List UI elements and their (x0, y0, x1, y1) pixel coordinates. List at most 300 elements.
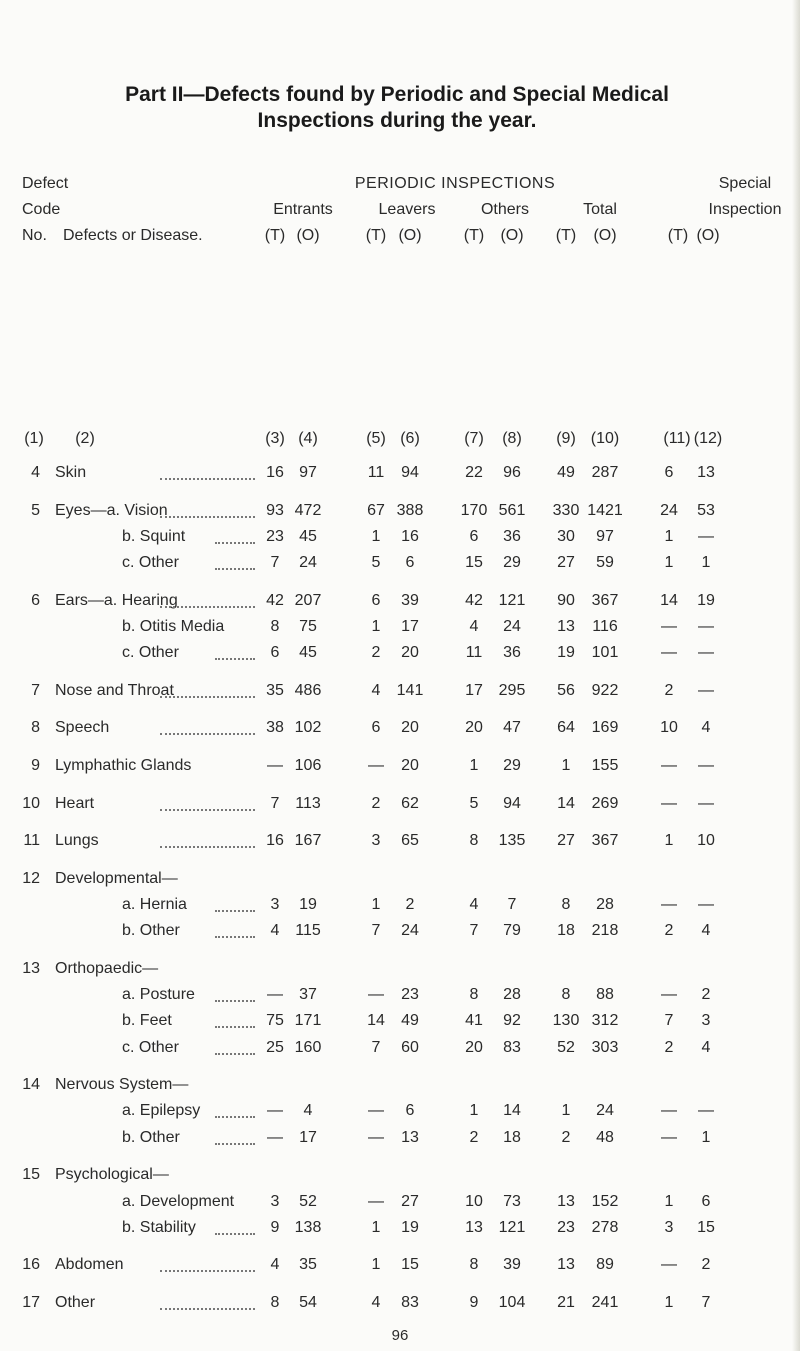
dot-leader (160, 1258, 255, 1272)
defect-name: c. Other (122, 1039, 179, 1056)
column-number-2: (2) (75, 430, 95, 447)
defect-code: 5 (31, 502, 40, 519)
header-total: Total (583, 201, 617, 218)
cell-col-9: 18 (557, 922, 575, 939)
header-sub-4: (T) (463, 227, 485, 244)
dot-leader (215, 1221, 255, 1235)
cell-col-6: 13 (401, 1129, 419, 1146)
defect-code: 6 (31, 592, 40, 609)
cell-col-5: — (368, 986, 384, 1003)
cell-col-10: 155 (591, 757, 619, 774)
cell-col-6: 62 (401, 795, 419, 812)
cell-col-3: 16 (266, 832, 284, 849)
cell-col-12: — (698, 896, 714, 913)
cell-col-6: 15 (401, 1256, 419, 1273)
defect-code: 13 (22, 960, 40, 977)
defect-name: Heart (55, 795, 95, 812)
cell-col-9: 52 (557, 1039, 575, 1056)
cell-col-4: 115 (295, 922, 321, 939)
cell-col-12: 4 (701, 1039, 711, 1056)
cell-col-8: 14 (503, 1102, 521, 1119)
cell-col-10: 152 (591, 1193, 619, 1210)
defect-name: Psychological— (55, 1166, 169, 1183)
cell-col-12: 2 (701, 1256, 711, 1273)
cell-col-7: 4 (469, 618, 479, 635)
cell-col-12: — (698, 795, 714, 812)
cell-col-8: 28 (503, 986, 521, 1003)
cell-col-3: 25 (266, 1039, 284, 1056)
cell-col-9: 21 (557, 1294, 575, 1311)
header-code: Code (22, 201, 61, 218)
cell-col-9: 13 (557, 1193, 575, 1210)
cell-col-4: 160 (294, 1039, 322, 1056)
cell-col-10: 97 (596, 528, 614, 545)
defect-code: 15 (22, 1166, 40, 1183)
cell-col-11: — (661, 1256, 677, 1273)
header-sub-5: (O) (500, 227, 524, 244)
cell-col-5: 1 (371, 896, 381, 913)
cell-col-7: 170 (460, 502, 488, 519)
cell-col-11: 6 (664, 464, 674, 481)
cell-col-3: — (267, 1129, 283, 1146)
defect-name: b. Squint (122, 528, 186, 545)
defect-code: 9 (31, 757, 40, 774)
cell-col-8: 561 (498, 502, 526, 519)
cell-col-5: 11 (367, 464, 385, 481)
header-leavers: Leavers (378, 201, 436, 218)
cell-col-7: 20 (465, 719, 483, 736)
cell-col-7: 4 (469, 896, 479, 913)
cell-col-4: 4 (303, 1102, 313, 1119)
cell-col-6: 27 (401, 1193, 419, 1210)
cell-col-3: 9 (270, 1219, 280, 1236)
dot-leader (160, 834, 255, 848)
defect-code: 4 (31, 464, 40, 481)
dot-leader (215, 1104, 255, 1118)
cell-col-11: 1 (664, 1193, 674, 1210)
cell-col-8: 104 (498, 1294, 526, 1311)
defect-name: a. Posture (122, 986, 195, 1003)
cell-col-12: 1 (701, 554, 711, 571)
cell-col-5: 1 (371, 1219, 381, 1236)
cell-col-8: 36 (503, 644, 521, 661)
cell-col-9: 1 (561, 1102, 571, 1119)
cell-col-7: 11 (465, 644, 483, 661)
cell-col-8: 29 (503, 757, 521, 774)
header-sub-1: (O) (296, 227, 320, 244)
cell-col-11: 1 (664, 832, 674, 849)
cell-col-3: 3 (270, 1193, 280, 1210)
cell-col-10: 169 (591, 719, 619, 736)
cell-col-10: 367 (591, 832, 619, 849)
cell-col-4: 37 (299, 986, 317, 1003)
cell-col-4: 138 (294, 1219, 322, 1236)
cell-col-5: 7 (371, 922, 381, 939)
cell-col-10: 303 (591, 1039, 619, 1056)
cell-col-7: 15 (465, 554, 483, 571)
cell-col-5: 3 (371, 832, 381, 849)
column-number-11: (11) (663, 430, 691, 447)
cell-col-12: 4 (701, 719, 711, 736)
defect-code: 8 (31, 719, 40, 736)
cell-col-9: 1 (561, 757, 571, 774)
cell-col-6: 20 (401, 719, 419, 736)
defect-name: c. Other (122, 554, 179, 571)
cell-col-11: — (661, 757, 677, 774)
cell-col-4: 52 (299, 1193, 317, 1210)
defect-name: Speech (55, 719, 110, 736)
cell-col-7: 42 (465, 592, 483, 609)
cell-col-3: 7 (270, 795, 280, 812)
cell-col-8: 18 (503, 1129, 521, 1146)
cell-col-10: 312 (591, 1012, 619, 1029)
header-defects-or-disease: Defects or Disease. (63, 227, 203, 244)
cell-col-5: 6 (371, 719, 381, 736)
cell-col-6: 17 (401, 618, 419, 635)
cell-col-6: 388 (396, 502, 424, 519)
cell-col-9: 23 (557, 1219, 575, 1236)
cell-col-4: 19 (299, 896, 317, 913)
defect-name: a. Epilepsy (122, 1102, 201, 1119)
dot-leader (215, 1131, 255, 1145)
cell-col-5: 6 (371, 592, 381, 609)
cell-col-4: 207 (294, 592, 322, 609)
cell-col-7: 9 (469, 1294, 479, 1311)
defect-name: Abdomen (55, 1256, 124, 1273)
header-no: No. (22, 227, 47, 244)
page-number: 96 (391, 1327, 409, 1344)
cell-col-11: 1 (664, 528, 674, 545)
cell-col-12: 13 (697, 464, 715, 481)
cell-col-8: 121 (498, 592, 526, 609)
cell-col-3: 35 (266, 682, 284, 699)
cell-col-6: 65 (401, 832, 419, 849)
cell-col-6: 20 (401, 644, 419, 661)
defect-name: c. Other (122, 644, 179, 661)
cell-col-8: 7 (507, 896, 517, 913)
cell-col-10: 24 (596, 1102, 614, 1119)
dot-leader (160, 1296, 255, 1310)
cell-col-9: 64 (557, 719, 575, 736)
cell-col-9: 13 (557, 618, 575, 635)
cell-col-9: 330 (552, 502, 580, 519)
column-number-1: (1) (24, 430, 44, 447)
cell-col-7: 8 (469, 986, 479, 1003)
cell-col-10: 367 (591, 592, 619, 609)
cell-col-8: 96 (503, 464, 521, 481)
cell-col-3: 23 (266, 528, 284, 545)
cell-col-4: 113 (295, 795, 321, 812)
defect-code: 10 (22, 795, 40, 812)
cell-col-3: 42 (266, 592, 284, 609)
cell-col-7: 10 (465, 1193, 483, 1210)
header-sub-6: (T) (555, 227, 577, 244)
cell-col-4: 106 (294, 757, 322, 774)
cell-col-10: 59 (596, 554, 614, 571)
cell-col-11: — (661, 795, 677, 812)
cell-col-12: 7 (701, 1294, 711, 1311)
cell-col-8: 47 (503, 719, 521, 736)
cell-col-5: 14 (367, 1012, 385, 1029)
header-inspection: Inspection (708, 201, 782, 218)
defect-code: 7 (31, 682, 40, 699)
cell-col-8: 83 (503, 1039, 521, 1056)
defect-name: a. Development (122, 1193, 235, 1210)
cell-col-3: 38 (266, 719, 284, 736)
cell-col-8: 29 (503, 554, 521, 571)
defect-name: Ears—a. Hearing (55, 592, 178, 609)
defect-code: 12 (22, 870, 40, 887)
cell-col-9: 56 (557, 682, 575, 699)
defect-code: 17 (22, 1294, 40, 1311)
defect-name: b. Stability (122, 1219, 196, 1236)
dot-leader (160, 594, 255, 608)
cell-col-5: — (368, 757, 384, 774)
cell-col-7: 20 (465, 1039, 483, 1056)
cell-col-3: — (267, 757, 283, 774)
cell-col-12: 10 (697, 832, 715, 849)
page-edge-shadow (792, 0, 800, 1351)
cell-col-7: 22 (465, 464, 483, 481)
dot-leader (160, 466, 255, 480)
dot-leader (160, 504, 255, 518)
defect-name: Skin (55, 464, 87, 481)
cell-col-8: 39 (503, 1256, 521, 1273)
cell-col-8: 135 (498, 832, 526, 849)
cell-col-3: — (267, 986, 283, 1003)
cell-col-4: 17 (299, 1129, 317, 1146)
cell-col-3: 8 (270, 1294, 280, 1311)
cell-col-4: 75 (299, 618, 317, 635)
header-defect: Defect (22, 175, 69, 192)
cell-col-10: 28 (596, 896, 614, 913)
cell-col-12: 4 (701, 922, 711, 939)
column-number-7: (7) (464, 430, 484, 447)
column-number-10: (10) (590, 430, 620, 447)
cell-col-6: 94 (401, 464, 419, 481)
cell-col-3: 4 (270, 1256, 280, 1273)
dot-leader (215, 1014, 255, 1028)
cell-col-10: 278 (591, 1219, 619, 1236)
cell-col-11: 2 (664, 1039, 674, 1056)
dot-leader (215, 530, 255, 544)
cell-col-11: 2 (664, 682, 674, 699)
cell-col-10: 241 (591, 1294, 619, 1311)
cell-col-5: 67 (367, 502, 385, 519)
cell-col-4: 486 (294, 682, 322, 699)
cell-col-11: 24 (660, 502, 678, 519)
header-sub-7: (O) (593, 227, 617, 244)
cell-col-6: 49 (401, 1012, 419, 1029)
page-title (0, 82, 800, 134)
dot-leader (215, 1041, 255, 1055)
cell-col-11: — (661, 644, 677, 661)
column-number-12: (12) (693, 430, 723, 447)
cell-col-3: 4 (270, 922, 280, 939)
column-number-5: (5) (366, 430, 386, 447)
cell-col-5: — (368, 1193, 384, 1210)
cell-col-6: 19 (401, 1219, 419, 1236)
cell-col-9: 27 (557, 832, 575, 849)
cell-col-11: 7 (664, 1012, 674, 1029)
cell-col-3: 16 (266, 464, 284, 481)
cell-col-11: — (661, 1129, 677, 1146)
dot-leader (215, 646, 255, 660)
cell-col-7: 1 (469, 757, 479, 774)
cell-col-7: 17 (465, 682, 483, 699)
defect-name: Nose and Throat (55, 682, 174, 699)
cell-col-3: 75 (266, 1012, 284, 1029)
cell-col-6: 6 (405, 1102, 415, 1119)
cell-col-5: 1 (371, 1256, 381, 1273)
dot-leader (215, 924, 255, 938)
header-entrants: Entrants (273, 201, 333, 218)
cell-col-11: 3 (664, 1219, 674, 1236)
cell-col-7: 8 (469, 832, 479, 849)
cell-col-8: 73 (503, 1193, 521, 1210)
defect-name: b. Otitis Media (122, 618, 225, 635)
defect-name: b. Other (122, 922, 180, 939)
cell-col-3: 93 (266, 502, 284, 519)
cell-col-9: 30 (557, 528, 575, 545)
column-number-6: (6) (400, 430, 420, 447)
cell-col-9: 14 (557, 795, 575, 812)
cell-col-5: 7 (371, 1039, 381, 1056)
cell-col-5: 2 (371, 644, 381, 661)
cell-col-7: 5 (469, 795, 479, 812)
cell-col-11: — (661, 1102, 677, 1119)
cell-col-3: 8 (270, 618, 280, 635)
cell-col-10: 269 (591, 795, 619, 812)
cell-col-8: 36 (503, 528, 521, 545)
cell-col-10: 48 (596, 1129, 614, 1146)
cell-col-9: 130 (552, 1012, 580, 1029)
cell-col-9: 27 (557, 554, 575, 571)
cell-col-11: 1 (664, 554, 674, 571)
cell-col-6: 6 (405, 554, 415, 571)
title-line-1: Part II—Defects found by Periodic and Special Medical (125, 83, 669, 106)
defect-name: Nervous System— (55, 1076, 189, 1093)
cell-col-7: 2 (469, 1129, 479, 1146)
cell-col-6: 24 (401, 922, 419, 939)
header-sub-9: (O) (696, 227, 720, 244)
cell-col-4: 171 (294, 1012, 322, 1029)
cell-col-11: — (661, 618, 677, 635)
cell-col-11: 14 (660, 592, 678, 609)
cell-col-6: 83 (401, 1294, 419, 1311)
cell-col-3: 6 (270, 644, 280, 661)
cell-col-10: 218 (591, 922, 619, 939)
cell-col-9: 8 (561, 986, 571, 1003)
header-special: Special (718, 175, 772, 192)
cell-col-11: — (661, 986, 677, 1003)
cell-col-6: 60 (401, 1039, 419, 1056)
defect-code: 11 (23, 832, 40, 849)
column-number-4: (4) (298, 430, 318, 447)
cell-col-6: 16 (401, 528, 419, 545)
cell-col-9: 19 (557, 644, 575, 661)
cell-col-4: 167 (294, 832, 322, 849)
cell-col-10: 922 (591, 682, 619, 699)
cell-col-11: 2 (664, 922, 674, 939)
defect-code: 14 (22, 1076, 40, 1093)
cell-col-10: 1421 (587, 502, 623, 519)
cell-col-12: — (698, 528, 714, 545)
cell-col-7: 41 (465, 1012, 483, 1029)
cell-col-12: 3 (701, 1012, 711, 1029)
dot-leader (215, 988, 255, 1002)
defect-name: Developmental— (55, 870, 178, 887)
cell-col-3: — (267, 1102, 283, 1119)
cell-col-4: 472 (294, 502, 322, 519)
cell-col-5: 1 (371, 618, 381, 635)
cell-col-4: 35 (299, 1256, 317, 1273)
header-periodic-inspections: PERIODIC INSPECTIONS (354, 175, 556, 192)
cell-col-9: 8 (561, 896, 571, 913)
defect-name: b. Feet (122, 1012, 172, 1029)
cell-col-11: 10 (660, 719, 678, 736)
cell-col-12: — (698, 1102, 714, 1119)
cell-col-8: 94 (503, 795, 521, 812)
cell-col-4: 45 (299, 644, 317, 661)
column-number-8: (8) (502, 430, 522, 447)
cell-col-12: 1 (701, 1129, 711, 1146)
defect-name: b. Other (122, 1129, 180, 1146)
cell-col-8: 295 (498, 682, 526, 699)
cell-col-4: 97 (299, 464, 317, 481)
cell-col-6: 39 (401, 592, 419, 609)
cell-col-8: 79 (503, 922, 521, 939)
dot-leader (160, 721, 255, 735)
cell-col-4: 102 (294, 719, 322, 736)
cell-col-6: 20 (401, 757, 419, 774)
dot-leader (160, 684, 255, 698)
cell-col-3: 3 (270, 896, 280, 913)
defect-name: Lymphathic Glands (55, 757, 192, 774)
cell-col-9: 2 (561, 1129, 571, 1146)
header-sub-2: (T) (365, 227, 387, 244)
cell-col-6: 23 (401, 986, 419, 1003)
cell-col-9: 49 (557, 464, 575, 481)
cell-col-8: 24 (503, 618, 521, 635)
cell-col-11: — (661, 896, 677, 913)
defect-code: 16 (22, 1256, 40, 1273)
cell-col-3: 7 (270, 554, 280, 571)
cell-col-5: 4 (371, 1294, 381, 1311)
cell-col-6: 2 (405, 896, 415, 913)
cell-col-7: 7 (469, 922, 479, 939)
cell-col-12: 19 (697, 592, 715, 609)
header-others: Others (480, 201, 529, 218)
cell-col-8: 121 (498, 1219, 526, 1236)
cell-col-7: 1 (469, 1102, 479, 1119)
cell-col-7: 13 (465, 1219, 483, 1236)
cell-col-5: — (368, 1129, 384, 1146)
cell-col-12: — (698, 757, 714, 774)
cell-col-11: 1 (664, 1294, 674, 1311)
column-number-9: (9) (556, 430, 576, 447)
cell-col-10: 89 (596, 1256, 614, 1273)
cell-col-5: 2 (371, 795, 381, 812)
cell-col-12: — (698, 682, 714, 699)
defect-name: Eyes—a. Vision (55, 502, 168, 519)
cell-col-4: 24 (299, 554, 317, 571)
cell-col-8: 92 (503, 1012, 521, 1029)
defect-name: Orthopaedic— (55, 960, 159, 977)
dot-leader (215, 556, 255, 570)
cell-col-9: 90 (557, 592, 575, 609)
cell-col-7: 6 (469, 528, 479, 545)
